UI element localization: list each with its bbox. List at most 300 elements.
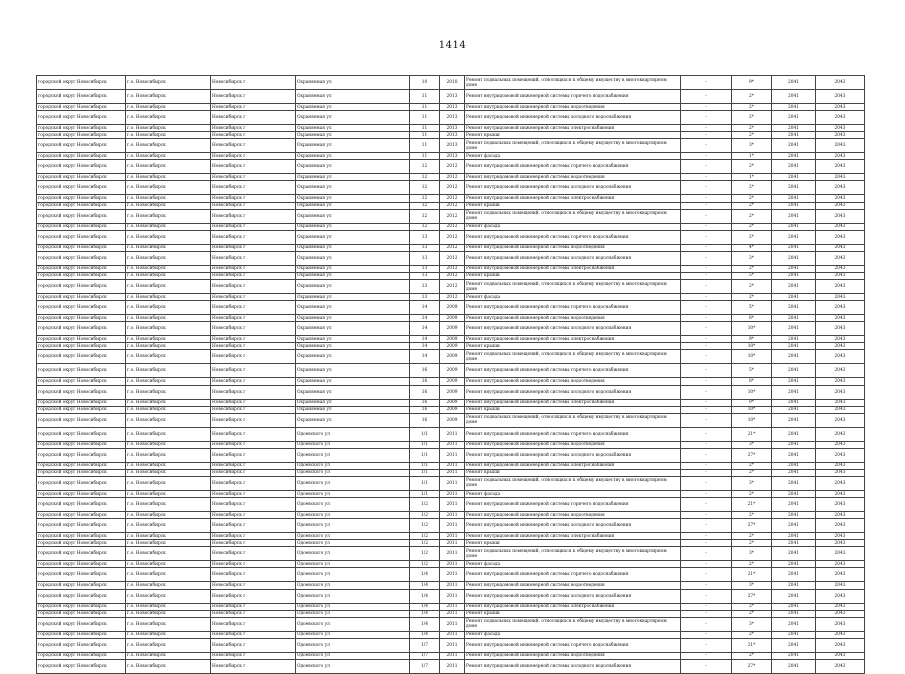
cell-year: 2011 [440, 533, 465, 540]
cell-year: 2011 [440, 498, 465, 512]
cell-year-from: 2041 [772, 350, 816, 364]
cell-cost: 5* [732, 272, 772, 279]
cell-municipality: городской округ Новосибирск [37, 617, 126, 631]
cell-house: 16 [410, 406, 440, 413]
cell-city: Новосибирск г [211, 251, 296, 265]
cell-year-from: 2041 [772, 533, 816, 540]
table-row [37, 638, 865, 652]
cell-street: Одоевского ул [296, 533, 410, 540]
cell-cost: 5* [732, 301, 772, 315]
cell-house: 1/4 [410, 589, 440, 603]
cell-year-from: 2041 [772, 441, 816, 448]
cell-year-from: 2041 [772, 132, 816, 139]
cell-city: Новосибирск г [211, 589, 296, 603]
cell-year-from: 2041 [772, 568, 816, 582]
cell-year: 2011 [440, 547, 465, 561]
cell-street: Охраняемая ул [296, 294, 410, 301]
table-row [37, 582, 865, 589]
cell-house: 13 [410, 294, 440, 301]
cell-year-from: 2041 [772, 301, 816, 315]
cell-city: Новосибирск г [211, 244, 296, 251]
cell-dash: - [681, 448, 732, 462]
cell-year-from: 2041 [772, 406, 816, 413]
cell-year-to: 2043 [816, 476, 865, 490]
cell-municipality: городской округ Новосибирск [37, 244, 126, 251]
cell-year: 2011 [440, 610, 465, 617]
cell-year: 2009 [440, 399, 465, 406]
cell-year-to: 2043 [816, 561, 865, 568]
cell-cost: 2* [732, 603, 772, 610]
cell-dash: - [681, 139, 732, 153]
cell-year-to: 2043 [816, 280, 865, 294]
cell-work-type: Ремонт внутридомовой инженерной системы горячего водоснабжения [465, 90, 681, 104]
cell-house: 12 [410, 209, 440, 223]
cell-year: 2009 [440, 406, 465, 413]
cell-year: 2012 [440, 251, 465, 265]
cell-work-type: Ремонт внутридомовой инженерной системы холодного водоснабжения [465, 181, 681, 195]
table-row [37, 617, 865, 631]
cell-city: Новосибирск г [211, 610, 296, 617]
cell-year: 2009 [440, 385, 465, 399]
cell-dash: - [681, 230, 732, 244]
cell-year-from: 2041 [772, 265, 816, 272]
cell-dash: - [681, 617, 732, 631]
cell-dash: - [681, 104, 732, 111]
cell-work-type: Ремонт внутридомовой инженерной системы электроснабжения [465, 603, 681, 610]
cell-cost: 2* [732, 469, 772, 476]
cell-city: Новосибирск г [211, 476, 296, 490]
cell-year: 2012 [440, 280, 465, 294]
cell-cost: 2* [732, 280, 772, 294]
cell-year-from: 2041 [772, 638, 816, 652]
cell-municipality: городской округ Новосибирск [37, 223, 126, 230]
cell-year-to: 2043 [816, 582, 865, 589]
cell-dash: - [681, 174, 732, 181]
cell-municipality: городской округ Новосибирск [37, 441, 126, 448]
cell-settlement: г.о. Новосибирск [126, 406, 211, 413]
cell-street: Охраняемая ул [296, 160, 410, 174]
cell-street: Охраняемая ул [296, 399, 410, 406]
cell-house: 14 [410, 322, 440, 336]
cell-street: Охраняемая ул [296, 336, 410, 343]
table-row [37, 512, 865, 519]
cell-city: Новосибирск г [211, 202, 296, 209]
table-row [37, 498, 865, 512]
cell-dash: - [681, 399, 732, 406]
cell-city: Новосибирск г [211, 448, 296, 462]
table-row [37, 181, 865, 195]
table-row [37, 343, 865, 350]
cell-street: Одоевского ул [296, 519, 410, 533]
cell-work-type: Ремонт внутридомовой инженерной системы холодного водоснабжения [465, 322, 681, 336]
cell-year: 2011 [440, 490, 465, 497]
cell-dash: - [681, 90, 732, 104]
cell-settlement: г.о. Новосибирск [126, 153, 211, 160]
cell-settlement: г.о. Новосибирск [126, 223, 211, 230]
cell-street: Охраняемая ул [296, 90, 410, 104]
cell-year-from: 2041 [772, 519, 816, 533]
cell-municipality: городской округ Новосибирск [37, 659, 126, 673]
cell-cost: 2* [732, 223, 772, 230]
cell-settlement: г.о. Новосибирск [126, 638, 211, 652]
cell-year-from: 2041 [772, 195, 816, 202]
cell-settlement: г.о. Новосибирск [126, 139, 211, 153]
table-row [37, 385, 865, 399]
cell-year: 2012 [440, 181, 465, 195]
cell-year-to: 2043 [816, 610, 865, 617]
table-row [37, 568, 865, 582]
cell-house: 11 [410, 153, 440, 160]
cell-work-type: Ремонт подвальных помещений, относящихся к общему имуществу в многоквартирном доме [465, 413, 681, 427]
cell-year-to: 2043 [816, 399, 865, 406]
cell-settlement: г.о. Новосибирск [126, 441, 211, 448]
cell-dash: - [681, 125, 732, 132]
cell-work-type: Ремонт внутридомовой инженерной системы водоотведения [465, 378, 681, 385]
cell-year: 2011 [440, 462, 465, 469]
cell-city: Новосибирск г [211, 540, 296, 547]
cell-year: 2012 [440, 174, 465, 181]
cell-year-from: 2041 [772, 223, 816, 230]
cell-dash: - [681, 350, 732, 364]
cell-year-to: 2043 [816, 469, 865, 476]
cell-settlement: г.о. Новосибирск [126, 448, 211, 462]
cell-work-type: Ремонт внутридомовой инженерной системы горячего водоснабжения [465, 498, 681, 512]
cell-settlement: г.о. Новосибирск [126, 280, 211, 294]
table-row [37, 76, 865, 90]
cell-house: 14 [410, 343, 440, 350]
cell-year: 2012 [440, 294, 465, 301]
cell-city: Новосибирск г [211, 301, 296, 315]
cell-work-type: Ремонт внутридомовой инженерной системы горячего водоснабжения [465, 568, 681, 582]
cell-street: Одоевского ул [296, 462, 410, 469]
cell-year: 2009 [440, 336, 465, 343]
cell-city: Новосибирск г [211, 547, 296, 561]
cell-year-to: 2043 [816, 498, 865, 512]
cell-street: Охраняемая ул [296, 104, 410, 111]
cell-cost: 10* [732, 322, 772, 336]
cell-city: Новосибирск г [211, 469, 296, 476]
cell-house: 16 [410, 399, 440, 406]
cell-year-from: 2041 [772, 251, 816, 265]
cell-dash: - [681, 280, 732, 294]
cell-municipality: городской округ Новосибирск [37, 652, 126, 659]
cell-house: 11 [410, 125, 440, 132]
cell-year-from: 2041 [772, 547, 816, 561]
cell-year-from: 2041 [772, 294, 816, 301]
cell-year-from: 2041 [772, 378, 816, 385]
cell-cost: 2* [732, 652, 772, 659]
cell-year: 2011 [440, 441, 465, 448]
cell-year: 2011 [440, 519, 465, 533]
cell-year: 2009 [440, 315, 465, 322]
cell-street: Охраняемая ул [296, 202, 410, 209]
cell-house: 1/2 [410, 561, 440, 568]
cell-work-type: Ремонт внутридомовой инженерной системы электроснабжения [465, 462, 681, 469]
cell-municipality: городской округ Новосибирск [37, 265, 126, 272]
cell-year-from: 2041 [772, 174, 816, 181]
cell-street: Одоевского ул [296, 659, 410, 673]
cell-year-to: 2043 [816, 364, 865, 378]
cell-work-type: Ремонт внутридомовой инженерной системы холодного водоснабжения [465, 111, 681, 125]
cell-street: Охраняемая ул [296, 315, 410, 322]
cell-municipality: городской округ Новосибирск [37, 350, 126, 364]
cell-year-from: 2041 [772, 209, 816, 223]
table-row [37, 378, 865, 385]
cell-work-type: Ремонт внутридомовой инженерной системы электроснабжения [465, 533, 681, 540]
cell-work-type: Ремонт подвальных помещений, относящихся к общему имуществу в многоквартирном доме [465, 139, 681, 153]
cell-year-to: 2043 [816, 512, 865, 519]
cell-year-to: 2043 [816, 230, 865, 244]
cell-cost: 5* [732, 364, 772, 378]
cell-municipality: городской округ Новосибирск [37, 104, 126, 111]
cell-settlement: г.о. Новосибирск [126, 533, 211, 540]
cell-street: Охраняемая ул [296, 153, 410, 160]
cell-street: Одоевского ул [296, 582, 410, 589]
cell-house: 1/2 [410, 547, 440, 561]
table-row [37, 547, 865, 561]
table-row [37, 160, 865, 174]
cell-cost: 9* [732, 76, 772, 90]
cell-settlement: г.о. Новосибирск [126, 364, 211, 378]
cell-year: 2011 [440, 568, 465, 582]
cell-year: 2011 [440, 561, 465, 568]
cell-cost: 2* [732, 540, 772, 547]
cell-work-type: Ремонт внутридомовой инженерной системы горячего водоснабжения [465, 427, 681, 441]
cell-city: Новосибирск г [211, 195, 296, 202]
cell-year-to: 2043 [816, 378, 865, 385]
cell-year: 2013 [440, 125, 465, 132]
cell-dash: - [681, 582, 732, 589]
cell-cost: 2* [732, 132, 772, 139]
cell-year-to: 2043 [816, 202, 865, 209]
cell-street: Одоевского ул [296, 498, 410, 512]
cell-cost: 2* [732, 125, 772, 132]
cell-year-from: 2041 [772, 413, 816, 427]
cell-municipality: городской округ Новосибирск [37, 251, 126, 265]
cell-year-to: 2043 [816, 406, 865, 413]
table-row [37, 90, 865, 104]
cell-city: Новосибирск г [211, 617, 296, 631]
cell-year: 2012 [440, 223, 465, 230]
cell-year-to: 2043 [816, 104, 865, 111]
cell-settlement: г.о. Новосибирск [126, 469, 211, 476]
cell-house: 1/7 [410, 652, 440, 659]
cell-city: Новосибирск г [211, 427, 296, 441]
cell-year-to: 2043 [816, 519, 865, 533]
cell-year-from: 2041 [772, 617, 816, 631]
cell-city: Новосибирск г [211, 104, 296, 111]
cell-street: Одоевского ул [296, 476, 410, 490]
cell-cost: 2* [732, 265, 772, 272]
table-row [37, 132, 865, 139]
table-row [37, 244, 865, 251]
cell-year-from: 2041 [772, 589, 816, 603]
table-row [37, 280, 865, 294]
cell-house: 14 [410, 350, 440, 364]
cell-dash: - [681, 336, 732, 343]
cell-settlement: г.о. Новосибирск [126, 385, 211, 399]
cell-dash: - [681, 603, 732, 610]
cell-city: Новосибирск г [211, 385, 296, 399]
cell-city: Новосибирск г [211, 462, 296, 469]
cell-dash: - [681, 265, 732, 272]
cell-cost: 2* [732, 230, 772, 244]
table-row [37, 519, 865, 533]
cell-municipality: городской округ Новосибирск [37, 153, 126, 160]
cell-work-type: Ремонт внутридомовой инженерной системы электроснабжения [465, 399, 681, 406]
cell-city: Новосибирск г [211, 364, 296, 378]
cell-year-to: 2043 [816, 272, 865, 279]
cell-house: 13 [410, 265, 440, 272]
cell-dash: - [681, 343, 732, 350]
table-row [37, 476, 865, 490]
table-body [37, 76, 865, 674]
cell-street: Одоевского ул [296, 652, 410, 659]
cell-house: 16 [410, 413, 440, 427]
cell-municipality: городской округ Новосибирск [37, 125, 126, 132]
table-row [37, 603, 865, 610]
cell-work-type: Ремонт внутридомовой инженерной системы водоотведения [465, 652, 681, 659]
table-row [37, 301, 865, 315]
cell-work-type: Ремонт внутридомовой инженерной системы водоотведения [465, 244, 681, 251]
cell-year: 2012 [440, 202, 465, 209]
cell-city: Новосибирск г [211, 582, 296, 589]
cell-street: Одоевского ул [296, 561, 410, 568]
cell-cost: 27* [732, 589, 772, 603]
cell-year-to: 2043 [816, 441, 865, 448]
cell-municipality: городской округ Новосибирск [37, 132, 126, 139]
cell-year-to: 2043 [816, 350, 865, 364]
cell-house: 13 [410, 251, 440, 265]
cell-settlement: г.о. Новосибирск [126, 589, 211, 603]
cell-city: Новосибирск г [211, 174, 296, 181]
cell-work-type: Ремонт внутридомовой инженерной системы холодного водоснабжения [465, 589, 681, 603]
cell-year: 2012 [440, 272, 465, 279]
cell-city: Новосибирск г [211, 568, 296, 582]
cell-house: 16 [410, 385, 440, 399]
cell-municipality: городской округ Новосибирск [37, 589, 126, 603]
cell-street: Охраняемая ул [296, 406, 410, 413]
cell-year-from: 2041 [772, 343, 816, 350]
cell-settlement: г.о. Новосибирск [126, 251, 211, 265]
cell-year-to: 2043 [816, 336, 865, 343]
table-row [37, 230, 865, 244]
cell-city: Новосибирск г [211, 490, 296, 497]
cell-street: Охраняемая ул [296, 272, 410, 279]
cell-municipality: городской округ Новосибирск [37, 315, 126, 322]
cell-year-to: 2043 [816, 603, 865, 610]
cell-house: 1/1 [410, 448, 440, 462]
cell-dash: - [681, 378, 732, 385]
cell-settlement: г.о. Новосибирск [126, 462, 211, 469]
cell-settlement: г.о. Новосибирск [126, 125, 211, 132]
cell-street: Охраняемая ул [296, 364, 410, 378]
cell-house: 12 [410, 181, 440, 195]
cell-dash: - [681, 568, 732, 582]
cell-year-to: 2043 [816, 195, 865, 202]
cell-settlement: г.о. Новосибирск [126, 582, 211, 589]
cell-house: 1/2 [410, 540, 440, 547]
cell-street: Одоевского ул [296, 547, 410, 561]
cell-work-type: Ремонт внутридомовой инженерной системы водоотведения [465, 315, 681, 322]
cell-cost: 3* [732, 139, 772, 153]
cell-year: 2011 [440, 617, 465, 631]
cell-year-to: 2043 [816, 174, 865, 181]
cell-city: Новосибирск г [211, 209, 296, 223]
cell-municipality: городской округ Новосибирск [37, 406, 126, 413]
cell-city: Новосибирск г [211, 441, 296, 448]
cell-year-to: 2043 [816, 490, 865, 497]
cell-dash: - [681, 547, 732, 561]
cell-municipality: городской округ Новосибирск [37, 413, 126, 427]
cell-street: Охраняемая ул [296, 195, 410, 202]
cell-street: Охраняемая ул [296, 265, 410, 272]
cell-year: 2011 [440, 582, 465, 589]
cell-city: Новосибирск г [211, 230, 296, 244]
cell-year-to: 2043 [816, 294, 865, 301]
cell-work-type: Ремонт внутридомовой инженерной системы электроснабжения [465, 125, 681, 132]
cell-municipality: городской округ Новосибирск [37, 582, 126, 589]
cell-house: 1/4 [410, 610, 440, 617]
cell-year: 2011 [440, 659, 465, 673]
cell-dash: - [681, 498, 732, 512]
cell-settlement: г.о. Новосибирск [126, 610, 211, 617]
cell-dash: - [681, 132, 732, 139]
cell-year-from: 2041 [772, 104, 816, 111]
cell-city: Новосибирск г [211, 294, 296, 301]
cell-municipality: городской округ Новосибирск [37, 139, 126, 153]
cell-year-from: 2041 [772, 603, 816, 610]
cell-settlement: г.о. Новосибирск [126, 399, 211, 406]
cell-street: Охраняемая ул [296, 181, 410, 195]
cell-year-to: 2043 [816, 90, 865, 104]
cell-street: Одоевского ул [296, 441, 410, 448]
cell-cost: 2* [732, 610, 772, 617]
cell-year-from: 2041 [772, 364, 816, 378]
cell-year: 2013 [440, 111, 465, 125]
cell-work-type: Ремонт внутридомовой инженерной системы водоотведения [465, 512, 681, 519]
cell-city: Новосибирск г [211, 160, 296, 174]
cell-dash: - [681, 413, 732, 427]
cell-cost: 3* [732, 251, 772, 265]
cell-work-type: Ремонт фасада [465, 153, 681, 160]
cell-dash: - [681, 462, 732, 469]
cell-city: Новосибирск г [211, 519, 296, 533]
cell-settlement: г.о. Новосибирск [126, 378, 211, 385]
cell-settlement: г.о. Новосибирск [126, 315, 211, 322]
cell-cost: 2* [732, 490, 772, 497]
cell-dash: - [681, 195, 732, 202]
cell-street: Одоевского ул [296, 568, 410, 582]
cell-settlement: г.о. Новосибирск [126, 209, 211, 223]
cell-city: Новосибирск г [211, 265, 296, 272]
cell-year: 2009 [440, 322, 465, 336]
cell-year: 2012 [440, 195, 465, 202]
cell-year-to: 2043 [816, 322, 865, 336]
cell-house: 11 [410, 132, 440, 139]
cell-street: Охраняемая ул [296, 378, 410, 385]
cell-street: Одоевского ул [296, 617, 410, 631]
cell-work-type: Ремонт внутридомовой инженерной системы холодного водоснабжения [465, 251, 681, 265]
cell-dash: - [681, 610, 732, 617]
cell-municipality: городской округ Новосибирск [37, 561, 126, 568]
cell-cost: 2* [732, 195, 772, 202]
table-row [37, 610, 865, 617]
cell-municipality: городской округ Новосибирск [37, 76, 126, 90]
cell-house: 13 [410, 244, 440, 251]
cell-city: Новосибирск г [211, 498, 296, 512]
cell-year-to: 2043 [816, 547, 865, 561]
